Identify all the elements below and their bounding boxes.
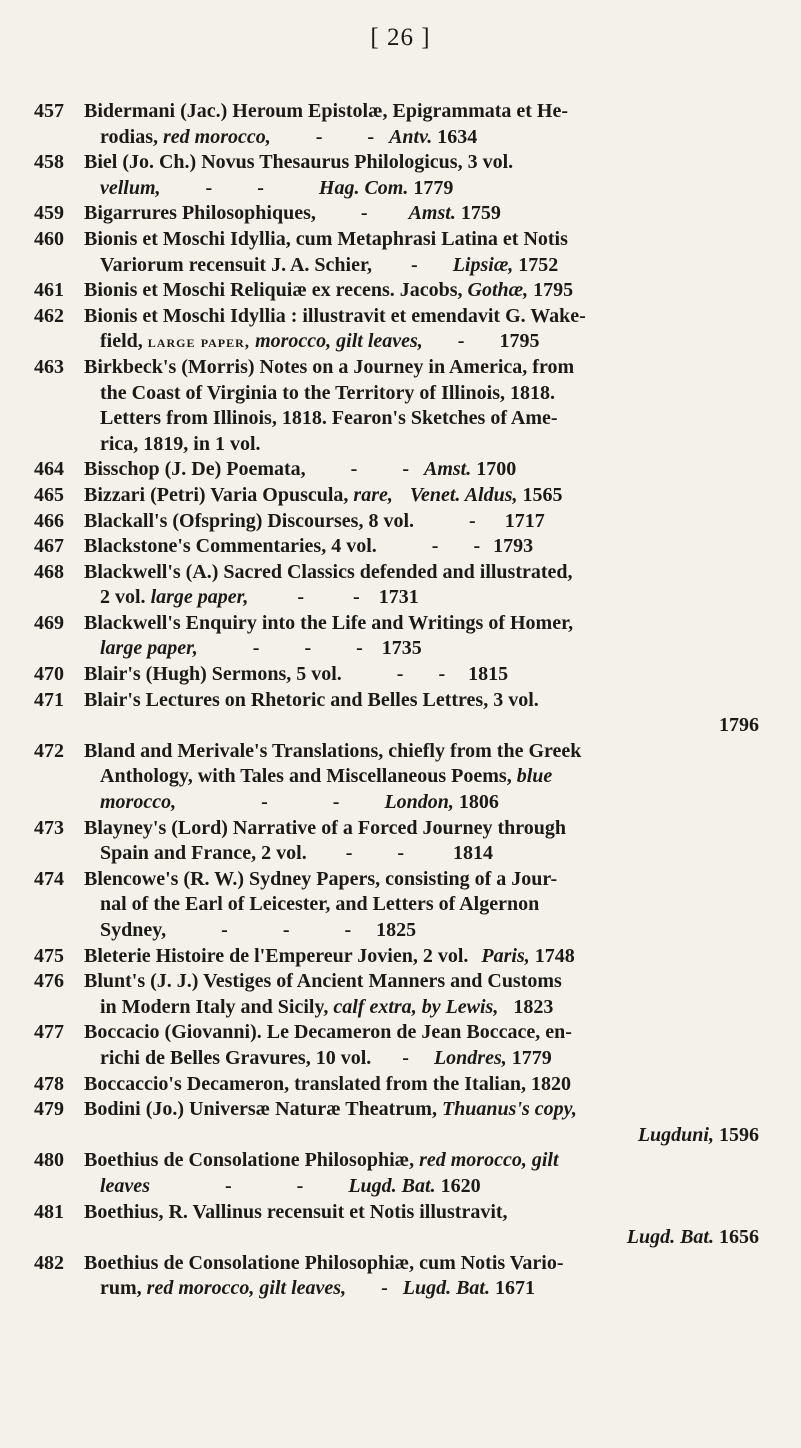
catalog-entry: 460 Bionis et Moschi Idyllia, cum Metaphrasi Latina et Notis Variorum recensuit J. A. Schier, - Lipsiæ, 1752 <box>34 227 568 276</box>
entry-title: Boccaccio's Decameron, translated from the Italian, <box>84 1072 526 1095</box>
catalog-entry: 476 Blunt's (J. J.) Vestiges of Ancient Manners and Customs in Modern Italy and Sicily, calf extra, by Lewis, 1823 <box>34 970 562 1018</box>
entry-year: 1731 <box>378 586 419 609</box>
entry-number: 481 <box>34 1200 64 1223</box>
entry-title: Bionis et Moschi Reliquiæ ex recens. Jacobs, <box>84 279 463 302</box>
entry-year: 1795 <box>533 279 574 302</box>
catalog-entry: 482 Boethius de Consolatione Philosophiæ, cum Notis Vario- rum, red morocco, gilt leaves, - Lugd. Bat. 1671 <box>34 1251 564 1300</box>
entry-title: Bigarrures Philosophiques, <box>84 202 316 225</box>
entry-number: 469 <box>34 611 64 634</box>
entry-year: 1795 <box>499 330 540 353</box>
entry-year: 1759 <box>460 202 501 225</box>
entry-year: 1814 <box>453 842 494 865</box>
catalog-entry: 473 Blayney's (Lord) Narrative of a Forced Journey through Spain and France, 2 vol. - - 1814 <box>34 816 567 865</box>
catalog-entry: 481 Boethius, R. Vallinus recensuit et Notis illustravit, Lugd. Bat. 1656 <box>34 1200 759 1249</box>
entry-year: 1735 <box>381 637 422 660</box>
entry-number: 464 <box>34 458 64 481</box>
entry-year: 1634 <box>437 125 478 148</box>
entry-title: Boccacio (Giovanni). Le Decameron de Jean Boccace, en- <box>84 1021 572 1044</box>
entry-number: 471 <box>34 688 64 711</box>
catalog-entry: 468 Blackwell's (A.) Sacred Classics defended and illustrated, 2 vol. large paper, - - 1731 <box>34 560 573 609</box>
entry-title: Biel (Jo. Ch.) Novus Thesaurus Philologicus, 3 vol. <box>84 151 514 174</box>
entry-title: Bionis et Moschi Idyllia, cum Metaphrasi Latina et Notis <box>84 227 568 250</box>
entry-year: 1748 <box>534 944 575 967</box>
entry-title: Blair's Lectures on Rhetoric and Belles Lettres, 3 vol. <box>84 688 539 711</box>
entry-title: Bizzari (Petri) Varia Opuscula, <box>84 483 349 506</box>
catalog-entry: 470 Blair's (Hugh) Sermons, 5 vol. - - 1815 <box>34 662 759 688</box>
entry-number: 458 <box>34 151 64 174</box>
catalog-entry: 462 Bionis et Moschi Idyllia : illustravit et emendavit G. Wake- field, large paper, morocco, gilt leaves, - 1795 <box>34 304 586 353</box>
catalog-entry: 472 Bland and Merivale's Translations, chiefly from the Greek Anthology, with Tales and Miscellaneous Poems, blue morocco, - - London, 1806 <box>34 739 582 814</box>
entry-number: 474 <box>34 867 64 890</box>
entry-number: 477 <box>34 1021 64 1044</box>
entry-year: 1796 <box>719 714 759 737</box>
entry-title: Bisschop (J. De) Poemata, <box>84 458 306 481</box>
entry-title: Blunt's (J. J.) Vestiges of Ancient Manners and Customs <box>84 970 562 993</box>
entry-title: Blackwell's (A.) Sacred Classics defended and illustrated, <box>84 560 573 583</box>
entry-year: 1820 <box>530 1072 571 1095</box>
entry-title: Blackstone's Commentaries, 4 vol. <box>84 535 377 558</box>
entry-year: 1752 <box>518 253 559 276</box>
entry-number: 482 <box>34 1251 64 1274</box>
entry-number: 473 <box>34 816 64 839</box>
entry-year: 1779 <box>511 1046 552 1069</box>
catalog-list <box>34 99 759 1302</box>
entry-number: 470 <box>34 663 64 686</box>
catalog-entry <box>34 688 759 739</box>
entry-year: 1671 <box>495 1277 535 1300</box>
catalog-entry: 479 Bodini (Jo.) Universæ Naturæ Theatrum, Thuanus's copy, Lugduni, 1596 <box>34 1098 759 1146</box>
entry-year: 1825 <box>376 919 417 941</box>
entry-number: 480 <box>34 1149 64 1172</box>
entry-year: 1656 <box>719 1226 759 1249</box>
entry-title: Bodini (Jo.) Universæ Naturæ Theatrum, <box>84 1098 442 1121</box>
entry-year: 1806 <box>458 791 499 814</box>
catalog-entry: 463 Birkbeck's (Morris) Notes on a Journey in America, from the Coast of Virginia to the Territory of Illinois, 1818. Letters from Illinois, 1818. Fearon's Sketches of Ame- rica, 1819, in 1 vol. <box>34 355 575 455</box>
catalog-entry: 458 Biel (Jo. Ch.) Novus Thesaurus Philologicus, 3 vol. vellum, - - Hag. Com. 1779 <box>34 151 514 199</box>
catalog-entry: 465 Bizzari (Petri) Varia Opuscula, rare, Venet. Aldus, 1565 <box>34 483 759 509</box>
entry-number: 461 <box>34 279 64 302</box>
entry-number: 479 <box>34 1098 64 1121</box>
entry-number: 475 <box>34 944 64 967</box>
catalog-entry: 461 Bionis et Moschi Reliquiæ ex recens. Jacobs, Gothæ, 1795 <box>34 278 759 304</box>
entry-year: 1815 <box>468 663 509 686</box>
entry-number: 467 <box>34 535 64 558</box>
catalog-entry: 469 Blackwell's Enquiry into the Life and Writings of Homer, large paper, - - - 1735 <box>34 611 574 660</box>
catalog-entry: 466 Blackall's (Ofspring) Discourses, 8 vol. - 1717 <box>34 509 759 535</box>
entry-title: Blair's (Hugh) Sermons, 5 vol. <box>84 663 342 686</box>
entry-title: Birkbeck's (Morris) Notes on a Journey in America, from <box>84 355 575 378</box>
catalog-entry: 474 Blencowe's (R. W.) Sydney Papers, consisting of a Jour- nal of the Earl of Leicester, and Letters of Algernon Sydney, - - - 1825 <box>34 867 558 941</box>
catalog-entry: 464 Bisschop (J. De) Poemata, - - Amst. 1700 <box>34 457 759 483</box>
entry-year: 1793 <box>493 535 534 558</box>
catalog-entry: 480 Boethius de Consolatione Philosophiæ, red morocco, gilt leaves - - Lugd. Bat. 1620 <box>34 1149 559 1197</box>
entry-year: 1717 <box>504 509 545 532</box>
entry-title: Blackall's (Ofspring) Discourses, 8 vol. <box>84 509 415 532</box>
entry-title: Boethius de Consolatione Philosophiæ, cum Notis Vario- <box>84 1251 564 1274</box>
entry-number: 478 <box>34 1072 64 1095</box>
entry-title: Blackwell's Enquiry into the Life and Writings of Homer, <box>84 611 574 634</box>
entry-title: Bleterie Histoire de l'Empereur Jovien, 2 vol. <box>84 944 469 967</box>
catalog-entry: 467 Blackstone's Commentaries, 4 vol. - - 1793 <box>34 534 759 560</box>
entry-title: Bland and Merivale's Translations, chiefly from the Greek <box>84 739 582 762</box>
entry-year: 1620 <box>440 1174 481 1197</box>
entry-title: Boethius de Consolatione Philosophiæ, <box>84 1149 420 1172</box>
page-number: [ 26 ] <box>370 24 431 51</box>
entry-title: Blayney's (Lord) Narrative of a Forced Journey through <box>84 816 567 839</box>
entry-number: 468 <box>34 560 64 583</box>
entry-year: 1779 <box>413 176 454 199</box>
entry-title: Bidermani (Jac.) Heroum Epistolæ, Epigrammata et He- <box>84 100 569 122</box>
entry-number: 459 <box>34 202 64 225</box>
catalog-entry: 477 Boccacio (Giovanni). Le Decameron de Jean Boccace, en- richi de Belles Gravures, 10 vol. - Londres, 1779 <box>34 1021 572 1069</box>
entry-number: 465 <box>34 483 64 506</box>
entry-number: 462 <box>34 304 64 327</box>
entry-number: 476 <box>34 970 64 993</box>
entry-number: 460 <box>34 227 64 250</box>
catalog-entry: 457 Bidermani (Jac.) Heroum Epistolæ, Epigrammata et He- rodias, red morocco, - - Antv. 1634 <box>34 100 569 148</box>
entry-year: 1823 <box>513 995 554 1018</box>
catalog-entry <box>34 1072 759 1098</box>
entry-year: 1565 <box>522 483 563 506</box>
entry-title: Blencowe's (R. W.) Sydney Papers, consisting of a Jour- <box>84 867 558 890</box>
entry-title: Bionis et Moschi Idyllia : illustravit et emendavit G. Wake- <box>84 304 586 327</box>
entry-number: 463 <box>34 355 64 378</box>
catalog-entry: 459 Bigarrures Philosophiques, - Amst. 1759 <box>34 201 759 227</box>
entry-number: 472 <box>34 739 64 762</box>
entry-number: 466 <box>34 509 64 532</box>
entry-title: Boethius, R. Vallinus recensuit et Notis illustravit, <box>84 1200 508 1223</box>
catalog-entry: 475 Bleterie Histoire de l'Empereur Jovien, 2 vol. Paris, 1748 <box>34 944 759 970</box>
entry-year: 1700 <box>476 458 517 481</box>
entry-number: 457 <box>34 100 64 122</box>
entry-year: 1596 <box>719 1123 759 1146</box>
